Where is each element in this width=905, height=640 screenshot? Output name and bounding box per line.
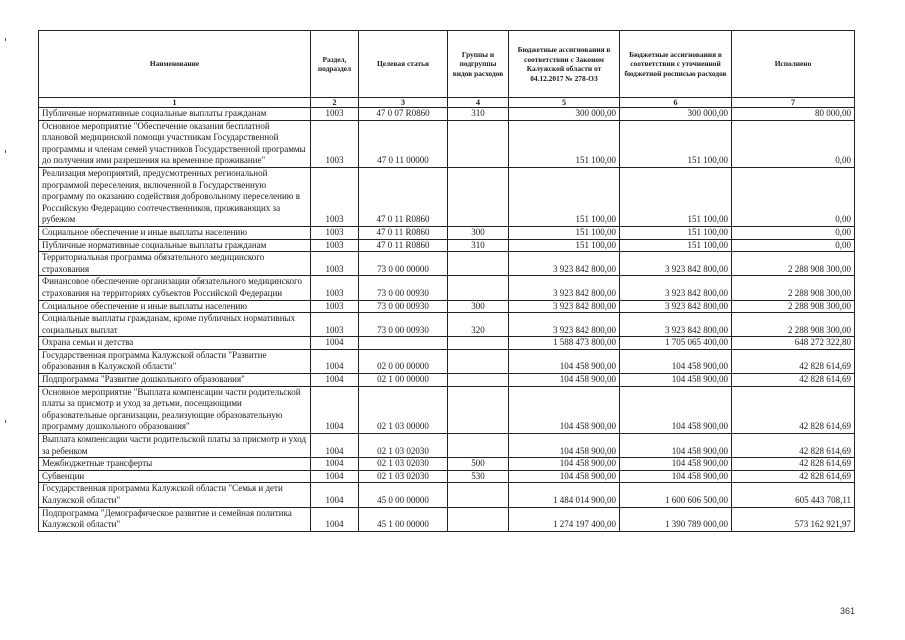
header-name: Наименование (39, 31, 311, 98)
row-name: Субвенции (39, 470, 311, 483)
column-number: 5 (509, 98, 620, 108)
row-refined-allocation: 3 923 842 800,00 (620, 276, 732, 300)
header-law-allocations: Бюджетные ассигнования в соответствии с Законом Калужской области от 04.12.2017 № 278-ОЗ (509, 31, 620, 98)
row-section: 1004 (311, 349, 359, 373)
row-target-article: 02 0 00 00000 (359, 349, 448, 373)
row-expense-group (448, 276, 509, 300)
table-row (39, 349, 855, 373)
row-name: Охрана семьи и детства (39, 337, 311, 350)
row-law-allocation: 1 274 197 400,00 (509, 507, 620, 531)
row-executed: 2 288 908 300,00 (732, 252, 855, 276)
row-name: Подпрограмма "Развитие дошкольного образования" (39, 374, 311, 387)
row-executed: 0,00 (732, 239, 855, 252)
row-name: Основное мероприятие "Выплата компенсации части родительской платы за присмотр и уход за детьми, посещающими образовательные организации, реализующие образовательную программу дошкольного образования" (39, 386, 311, 433)
table-row (39, 483, 855, 507)
scan-mark (5, 38, 6, 41)
row-expense-group (448, 120, 509, 167)
budget-execution-table (38, 30, 855, 532)
row-expense-group: 530 (448, 470, 509, 483)
row-target-article: 47 0 11 R0860 (359, 226, 448, 239)
row-name: Публичные нормативные социальные выплаты гражданам (39, 108, 311, 121)
row-refined-allocation: 151 100,00 (620, 120, 732, 167)
row-refined-allocation: 3 923 842 800,00 (620, 252, 732, 276)
row-law-allocation: 104 458 900,00 (509, 470, 620, 483)
row-refined-allocation: 104 458 900,00 (620, 470, 732, 483)
row-law-allocation: 151 100,00 (509, 120, 620, 167)
row-refined-allocation: 104 458 900,00 (620, 386, 732, 433)
row-expense-group (448, 337, 509, 350)
row-refined-allocation: 1 600 606 500,00 (620, 483, 732, 507)
row-executed: 42 828 614,69 (732, 458, 855, 471)
table-row (39, 470, 855, 483)
row-section: 1004 (311, 386, 359, 433)
row-law-allocation: 104 458 900,00 (509, 349, 620, 373)
row-law-allocation: 3 923 842 800,00 (509, 313, 620, 337)
scan-mark (5, 150, 6, 153)
header-section: Раздел, подраздел (311, 31, 359, 98)
table-row (39, 252, 855, 276)
row-executed: 0,00 (732, 120, 855, 167)
row-target-article: 02 1 03 02030 (359, 458, 448, 471)
row-law-allocation: 1 484 014 900,00 (509, 483, 620, 507)
page-number: 361 (839, 606, 855, 616)
header-expense-group: Группы и подгруппы видов расходов (448, 31, 509, 98)
table-row (39, 507, 855, 531)
row-name: Государственная программа Калужской области "Развитие образования в Калужской области" (39, 349, 311, 373)
row-expense-group (448, 507, 509, 531)
row-section: 1003 (311, 313, 359, 337)
table-row (39, 276, 855, 300)
column-number: 6 (620, 98, 732, 108)
table-row (39, 300, 855, 313)
row-target-article: 73 0 00 00000 (359, 252, 448, 276)
table-row (39, 226, 855, 239)
row-section: 1004 (311, 483, 359, 507)
row-law-allocation: 151 100,00 (509, 226, 620, 239)
row-target-article: 02 1 03 02030 (359, 434, 448, 458)
row-executed: 80 000,00 (732, 108, 855, 121)
row-refined-allocation: 104 458 900,00 (620, 374, 732, 387)
row-name: Территориальная программа обязательного медицинского страхования (39, 252, 311, 276)
table-row (39, 386, 855, 433)
row-target-article: 73 0 00 00930 (359, 300, 448, 313)
row-section: 1004 (311, 434, 359, 458)
row-executed: 0,00 (732, 226, 855, 239)
row-executed: 42 828 614,69 (732, 349, 855, 373)
header-refined-allocations: Бюджетные ассигнования в соответствии с уточненной бюджетной росписью расходов (620, 31, 732, 98)
row-expense-group: 500 (448, 458, 509, 471)
scan-mark (5, 420, 6, 423)
row-section: 1003 (311, 300, 359, 313)
row-name: Государственная программа Калужской области "Семья и дети Калужской области" (39, 483, 311, 507)
row-target-article: 73 0 00 00930 (359, 313, 448, 337)
row-target-article: 02 1 03 00000 (359, 386, 448, 433)
table-row (39, 337, 855, 350)
row-executed: 42 828 614,69 (732, 470, 855, 483)
row-expense-group: 300 (448, 226, 509, 239)
row-target-article: 02 1 03 02030 (359, 470, 448, 483)
row-law-allocation: 3 923 842 800,00 (509, 300, 620, 313)
row-section: 1003 (311, 167, 359, 226)
row-refined-allocation: 104 458 900,00 (620, 434, 732, 458)
row-expense-group (448, 434, 509, 458)
row-expense-group (448, 386, 509, 433)
table-row (39, 374, 855, 387)
row-name: Подпрограмма "Демографическое развитие и семейная политика Калужской области" (39, 507, 311, 531)
row-refined-allocation: 1 705 065 400,00 (620, 337, 732, 350)
row-section: 1004 (311, 458, 359, 471)
row-law-allocation: 300 000,00 (509, 108, 620, 121)
row-refined-allocation: 104 458 900,00 (620, 349, 732, 373)
row-law-allocation: 104 458 900,00 (509, 374, 620, 387)
row-executed: 605 443 708,11 (732, 483, 855, 507)
row-name: Финансовое обеспечение организации обязательного медицинского страхования на территориях субъектов Российской Федерации (39, 276, 311, 300)
row-target-article: 45 1 00 00000 (359, 507, 448, 531)
row-refined-allocation: 151 100,00 (620, 226, 732, 239)
header-executed: Исполнено (732, 31, 855, 98)
row-law-allocation: 151 100,00 (509, 167, 620, 226)
column-number: 7 (732, 98, 855, 108)
table-row (39, 458, 855, 471)
column-number: 2 (311, 98, 359, 108)
row-refined-allocation: 300 000,00 (620, 108, 732, 121)
row-name: Социальное обеспечение и иные выплаты населению (39, 300, 311, 313)
row-target-article: 45 0 00 00000 (359, 483, 448, 507)
row-expense-group (448, 349, 509, 373)
table-row (39, 108, 855, 121)
row-section: 1004 (311, 507, 359, 531)
column-number: 3 (359, 98, 448, 108)
row-section: 1004 (311, 374, 359, 387)
row-target-article: 47 0 11 R0860 (359, 167, 448, 226)
row-expense-group: 310 (448, 239, 509, 252)
row-target-article: 47 0 11 00000 (359, 120, 448, 167)
table-row (39, 120, 855, 167)
row-target-article: 47 0 11 R0860 (359, 239, 448, 252)
row-section: 1003 (311, 252, 359, 276)
row-expense-group (448, 374, 509, 387)
row-executed: 573 162 921,97 (732, 507, 855, 531)
row-refined-allocation: 104 458 900,00 (620, 458, 732, 471)
row-law-allocation: 151 100,00 (509, 239, 620, 252)
row-expense-group (448, 483, 509, 507)
row-expense-group: 320 (448, 313, 509, 337)
row-executed: 42 828 614,69 (732, 386, 855, 433)
row-name: Основное мероприятие "Обеспечение оказания бесплатной плановой медицинской помощи участникам Государственной программы и членам семей участников Государственной программы до получения ими разрешения на временное проживание" (39, 120, 311, 167)
row-refined-allocation: 151 100,00 (620, 167, 732, 226)
row-section: 1003 (311, 276, 359, 300)
row-law-allocation: 3 923 842 800,00 (509, 276, 620, 300)
column-number-row (39, 98, 855, 108)
table-row (39, 239, 855, 252)
row-name: Социальное обеспечение и иные выплаты населению (39, 226, 311, 239)
table-row (39, 313, 855, 337)
column-number: 1 (39, 98, 311, 108)
row-law-allocation: 104 458 900,00 (509, 434, 620, 458)
row-refined-allocation: 3 923 842 800,00 (620, 313, 732, 337)
row-target-article (359, 337, 448, 350)
row-section: 1004 (311, 470, 359, 483)
row-executed: 42 828 614,69 (732, 434, 855, 458)
row-executed: 0,00 (732, 167, 855, 226)
row-law-allocation: 104 458 900,00 (509, 386, 620, 433)
row-expense-group: 310 (448, 108, 509, 121)
row-expense-group (448, 252, 509, 276)
row-name: Публичные нормативные социальные выплаты гражданам (39, 239, 311, 252)
row-name: Выплата компенсации части родительской платы за присмотр и уход за ребенком (39, 434, 311, 458)
row-section: 1004 (311, 337, 359, 350)
row-expense-group: 300 (448, 300, 509, 313)
row-executed: 648 272 322,80 (732, 337, 855, 350)
row-refined-allocation: 151 100,00 (620, 239, 732, 252)
row-executed: 2 288 908 300,00 (732, 300, 855, 313)
table-row (39, 167, 855, 226)
row-name: Межбюджетные трансферты (39, 458, 311, 471)
row-target-article: 02 1 00 00000 (359, 374, 448, 387)
row-section: 1003 (311, 108, 359, 121)
row-target-article: 73 0 00 00930 (359, 276, 448, 300)
row-law-allocation: 104 458 900,00 (509, 458, 620, 471)
row-executed: 42 828 614,69 (732, 374, 855, 387)
table-row (39, 434, 855, 458)
row-refined-allocation: 1 390 789 000,00 (620, 507, 732, 531)
row-section: 1003 (311, 239, 359, 252)
row-refined-allocation: 3 923 842 800,00 (620, 300, 732, 313)
row-law-allocation: 1 588 473 800,00 (509, 337, 620, 350)
header-target-article: Целевая статья (359, 31, 448, 98)
row-executed: 2 288 908 300,00 (732, 313, 855, 337)
row-target-article: 47 0 07 R0860 (359, 108, 448, 121)
row-executed: 2 288 908 300,00 (732, 276, 855, 300)
row-section: 1003 (311, 120, 359, 167)
row-name: Реализация мероприятий, предусмотренных региональной программой переселения, включенной в Государственную программу по оказанию содействия добровольному переселению в Российскую Федерацию соотечественников, проживающих за рубежом (39, 167, 311, 226)
row-name: Социальные выплаты гражданам, кроме публичных нормативных социальных выплат (39, 313, 311, 337)
row-law-allocation: 3 923 842 800,00 (509, 252, 620, 276)
row-section: 1003 (311, 226, 359, 239)
column-number: 4 (448, 98, 509, 108)
row-expense-group (448, 167, 509, 226)
table-header-row (39, 31, 855, 98)
